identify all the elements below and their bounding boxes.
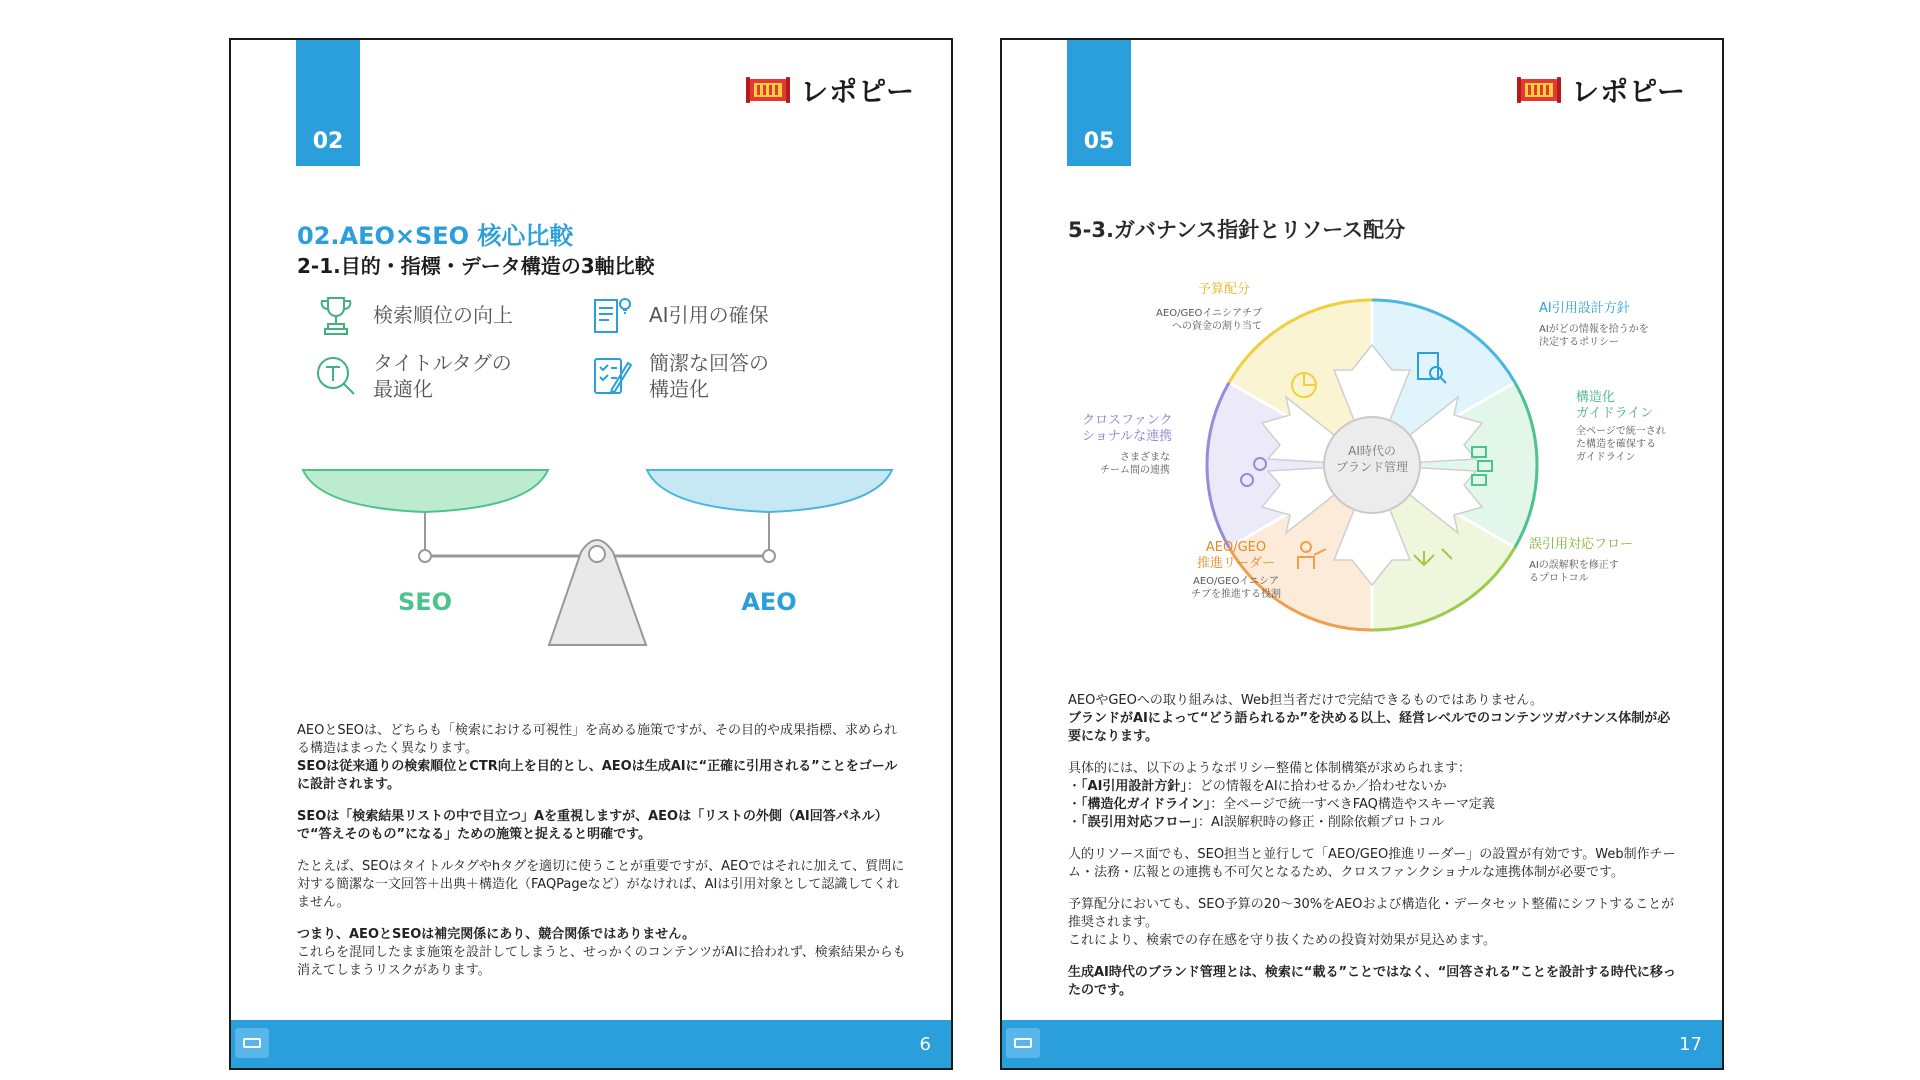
cross-functional-description-line-1: さまざまな: [1120, 452, 1170, 463]
paragraph-4-conclusion: これにより、検索での存在感を守り抜くための投資対効果が見込めます。: [1068, 933, 1496, 948]
structure-guideline-description-line-1: 全ページで統一され: [1576, 426, 1666, 437]
budget-description-line-2: への資金の割り当て: [1172, 321, 1262, 332]
checklist-pen-icon: [587, 351, 637, 401]
structure-guideline-title-line-1: 構造化: [1576, 390, 1616, 405]
paragraph-4: [1068, 896, 1678, 950]
budget-description-line-1: AEO/GEOイニシアチブ: [1156, 308, 1262, 319]
aeo-leader-title-line-1: AEO/GEO: [1205, 540, 1267, 555]
policy-list: 具体的には、以下のようなポリシー整備と体制構築が求められます： ・「AI引用設計方針」：どの情報をAIに拾わせるか／拾わせないか ・「構造化ガイドライン」：全ページで統一すべきFAQ構造やスキーマ定義 ・「誤引用対応フロー」：AI誤解釈時の修正・削除依頼プロトコル: [1068, 761, 1495, 830]
policy-item-3-label: 「誤引用対応フロー」: [1081, 815, 1199, 830]
wheel-center-line-2: ブランド管理: [1335, 460, 1408, 474]
seo-scale-label: SEO: [397, 588, 453, 616]
trophy-icon: [311, 290, 361, 340]
structure-guideline-title: [1576, 390, 1653, 422]
paragraph-4-text: これらを混同したまま施策を設計してしまうと、せっかくのコンテンツがAIに拾われず、検索結果からも消えてしまうリスクがあります。: [297, 945, 906, 978]
seo-feature-title-tag-line-2: 最適化: [373, 377, 433, 401]
scroll-logo-icon: [1517, 73, 1561, 107]
footer-logo-icon: [1006, 1028, 1040, 1058]
cross-functional-title-line-1: クロスファンク: [1082, 413, 1173, 428]
aeo-feature-structured-answer-label: [649, 350, 769, 402]
cross-functional-title-line-2: ショナルな連携: [1082, 429, 1173, 444]
aeo-scale-pan: [647, 470, 892, 512]
paragraph-4-text: 予算配分においても、SEO予算の20〜30%をAEOおよび構造化・データセット整備にシフトすることが推奨されます。: [1068, 897, 1675, 930]
document-lightbulb-icon: [587, 290, 637, 340]
paragraph-4: [297, 926, 907, 980]
paragraph-1: [297, 722, 907, 794]
paragraph-1-bold: SEOは従来通りの検索順位とCTR向上を目的とし、AEOは生成AIに“正確に引用される”ことをゴールに設計されます。: [297, 759, 898, 792]
wheel-center-line-1: AI時代の: [1348, 444, 1396, 458]
paragraph-3: 人的リソース面でも、SEO担当と並行して「AEO/GEO推進リーダー」の設置が有効です。Web制作チーム・法務・広報との連携も不可欠となるため、クロスファンクショナルな連携体制が必要です。: [1068, 847, 1676, 880]
aeo-feature-citation: [587, 290, 769, 340]
wheel-center-label: [1324, 443, 1420, 475]
citation-policy-description: [1539, 323, 1649, 349]
paragraph-2: SEOは「検索結果リストの中で目立つ」Aを重視しますが、AEOは「リストの外側（AI回答パネル）で“答えそのもの”になる」ための施策と捉えると明確です。: [297, 809, 888, 842]
aeo-leader-description: [1186, 575, 1286, 601]
brand-logo: [1517, 70, 1686, 110]
body-text: [297, 722, 907, 994]
paragraph-1-text: AEOやGEOへの取り組みは、Web担当者だけで完結できるものではありません。: [1068, 693, 1543, 708]
chapter-tab: [1067, 40, 1131, 166]
scroll-logo-icon: [746, 73, 790, 107]
policy-item-2-text: ：全ページで統一すべきFAQ構造やスキーマ定義: [1210, 797, 1495, 812]
misquote-flow-description: [1529, 559, 1619, 585]
cross-functional-description-line-2: チーム間の連携: [1100, 465, 1170, 476]
structure-guideline-description: [1576, 425, 1666, 464]
structure-guideline-description-line-2: た構造を確保する: [1576, 439, 1656, 450]
page-number: 17: [1679, 1034, 1702, 1055]
paragraph-5: 生成AI時代のブランド管理とは、検索に“載る”ことではなく、“回答される”ことを設計する時代に移ったのです。: [1068, 965, 1676, 998]
body-text: [1068, 692, 1678, 1014]
cross-functional-title: [1082, 413, 1172, 445]
section-subheading: 2-1.目的・指標・データ構造の3軸比較: [297, 254, 655, 278]
seo-feature-title-tag-label: [373, 350, 512, 402]
policy-item-2-label: 「構造化ガイドライン」: [1081, 797, 1211, 812]
paragraph-3: たとえば、SEOはタイトルタグやhタグを適切に使うことが重要ですが、AEOではそれに加えて、質問に対する簡潔な一文回答＋出典＋構造化（FAQPageなど）がなければ、AIは引用対象として認識してくれません。: [297, 859, 905, 910]
budget-description: [1122, 307, 1262, 333]
aeo-feature-structured-answer-line-2: 構造化: [649, 377, 709, 401]
policy-item-1-label: 「AI引用設計方針」: [1081, 779, 1187, 794]
aeo-scale-label: AEO: [741, 588, 797, 616]
document-page-left: [229, 38, 953, 1070]
aeo-leader-title: [1186, 540, 1286, 572]
structure-guideline-title-line-2: ガイドライン: [1576, 406, 1654, 421]
chapter-number: 02: [312, 129, 344, 154]
balance-scale-illustration: [301, 460, 901, 700]
seo-feature-title-tag-line-1: タイトルタグの: [373, 351, 512, 375]
footer-logo-icon: [235, 1028, 269, 1058]
citation-policy-title: AI引用設計方針: [1539, 301, 1630, 316]
misquote-flow-description-line-1: AIの誤解釈を修正す: [1529, 560, 1619, 571]
section-heading: 5-3.ガバナンス指針とリソース配分: [1068, 218, 1406, 242]
policy-item-1-text: ：どの情報をAIに拾わせるか／拾わせないか: [1186, 779, 1447, 794]
paragraph-4-bold: つまり、AEOとSEOは補完関係にあり、競合関係ではありません。: [297, 927, 696, 942]
logo-text: レポピー: [1571, 75, 1686, 108]
policy-list-intro: 具体的には、以下のようなポリシー整備と体制構築が求められます：: [1068, 761, 1472, 776]
governance-wheel-diagram: [1062, 265, 1682, 665]
paragraph-1-text: AEOとSEOは、どちらも「検索における可視性」を高める施策ですが、その目的や成果指標、求められる構造はまったく異なります。: [297, 723, 898, 756]
aeo-feature-structured-answer: [587, 350, 769, 402]
page-number: 6: [919, 1034, 931, 1055]
misquote-flow-title: 誤引用対応フロー: [1529, 537, 1634, 552]
aeo-feature-structured-answer-line-1: 簡潔な回答の: [649, 351, 769, 375]
aeo-leader-description-line-1: AEO/GEOイニシア: [1193, 576, 1279, 587]
brand-logo: [746, 70, 915, 110]
aeo-leader-description-line-2: チブを推進する役割: [1191, 589, 1281, 600]
aeo-leader-title-line-2: 推進リーダー: [1196, 556, 1275, 571]
aeo-feature-citation-label: AI引用の確保: [649, 303, 769, 327]
paragraph-1-bold: ブランドがAIによって“どう語られるか”を決める以上、経営レベルでのコンテンツガバナンス体制が必要になります。: [1068, 711, 1671, 744]
title-tag-icon: [311, 351, 361, 401]
logo-text: レポピー: [800, 75, 915, 108]
seo-feature-title-tag: [311, 350, 512, 402]
chapter-tab: [296, 40, 360, 166]
citation-policy-description-line-1: AIがどの情報を拾うかを: [1539, 324, 1649, 335]
document-page-right: [1000, 38, 1724, 1070]
page-footer: [231, 1020, 951, 1068]
misquote-flow-description-line-2: るプロトコル: [1529, 573, 1589, 584]
page-footer: [1002, 1020, 1722, 1068]
section-heading: 02.AEO×SEO 核心比較: [297, 222, 574, 250]
budget-title: 予算配分: [1198, 282, 1251, 297]
paragraph-1: [1068, 692, 1678, 746]
chapter-number: 05: [1083, 129, 1115, 154]
policy-item-3-text: ：AI誤解釈時の修正・削除依頼プロトコル: [1198, 815, 1445, 830]
seo-feature-ranking-label: 検索順位の向上: [373, 303, 513, 327]
citation-policy-description-line-2: 決定するポリシー: [1539, 337, 1619, 348]
cross-functional-description: [1098, 451, 1170, 477]
seo-feature-ranking: [311, 290, 513, 340]
seo-scale-pan: [303, 470, 548, 512]
structure-guideline-description-line-3: ガイドライン: [1576, 452, 1636, 463]
